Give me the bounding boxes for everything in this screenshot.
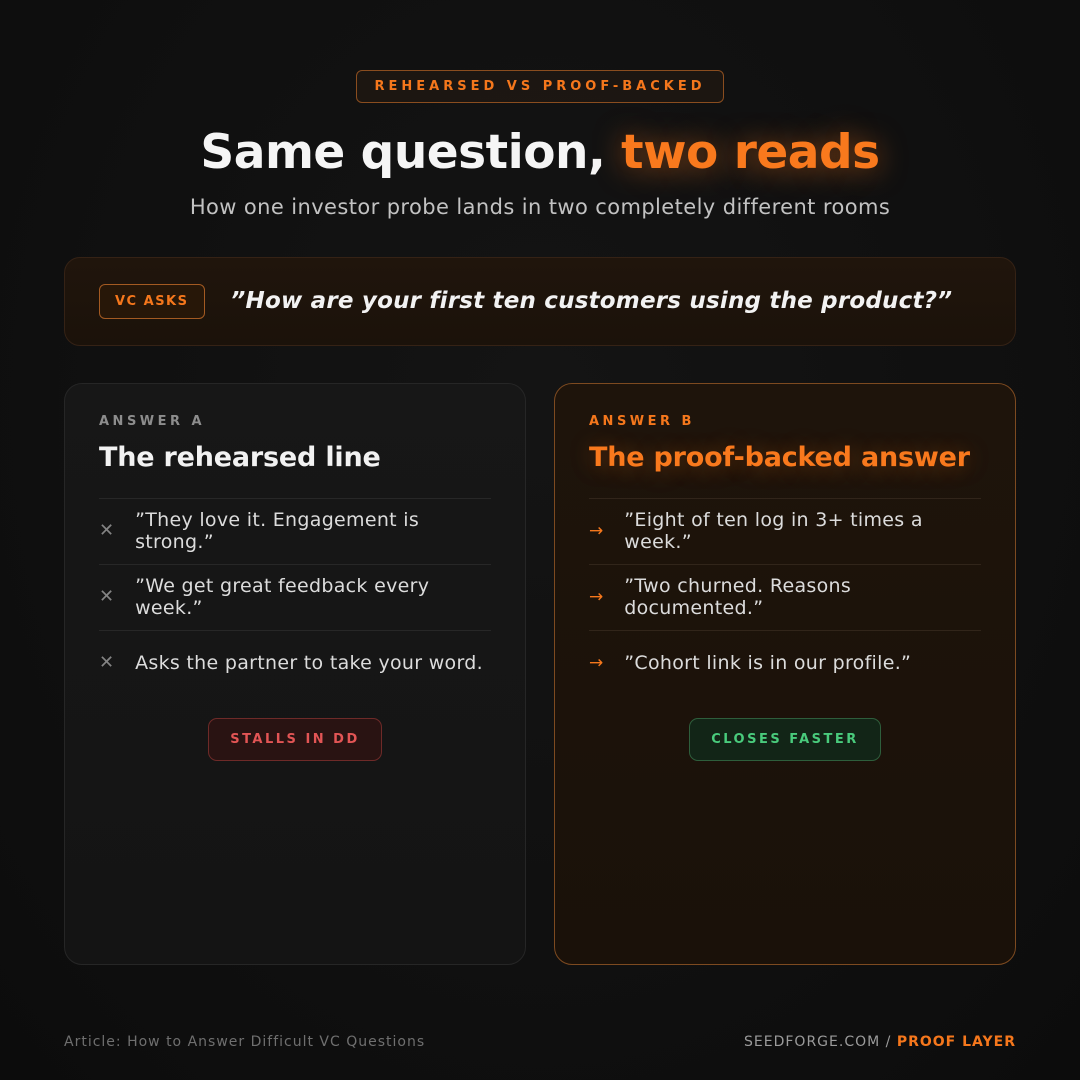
closes-faster-badge: CLOSES FASTER [689,718,881,761]
answer-b-items [589,499,981,696]
answer-b-label: ANSWER B [589,413,695,429]
answer-a-items [99,499,491,696]
topic-badge: REHEARSED VS PROOF-BACKED [356,70,723,103]
list-item [99,631,491,696]
arrow-right-icon: → [589,520,604,541]
footer [64,1034,1016,1080]
footer-brand-accent: PROOF LAYER [896,1034,1016,1050]
list-item-text: ”Two churned. Reasons documented.” [624,575,852,620]
list-item [589,565,981,630]
answer-b-title: The proof-backed answer [589,441,970,473]
list-item-text: Asks the partner to take your word. [135,652,483,675]
arrow-right-icon: → [589,586,604,607]
x-icon: ✕ [99,652,115,674]
vc-question-box [64,257,1016,346]
vc-asks-badge: VC ASKS [99,284,205,319]
list-item [589,631,981,696]
stalls-in-dd-badge: STALLS IN DD [208,718,382,761]
list-item [99,499,491,564]
answer-a-label: ANSWER A [99,413,206,429]
list-item-text: ”Cohort link is in our profile.” [624,652,912,675]
page-title-white: Same question, [200,125,622,180]
page-title [200,127,879,179]
arrow-right-icon: → [589,652,604,673]
list-item-text: ”Eight of ten log in 3+ times a week.” [624,509,923,554]
list-item [99,565,491,630]
answer-a-card [64,383,526,965]
footer-site-name: SEEDFORGE.COM / [744,1034,897,1050]
list-item [589,499,981,564]
answer-b-card [554,383,1016,965]
x-icon: ✕ [99,520,115,542]
vc-question-text: ”How are your first ten customers using the product?” [230,288,953,315]
answer-a-title: The rehearsed line [99,441,381,473]
x-icon: ✕ [99,586,115,608]
page-title-accent: two reads [621,125,880,180]
page-subtitle: How one investor probe lands in two completely different rooms [189,194,891,219]
footer-article-credit: Article: How to Answer Difficult VC Questions [64,1034,426,1050]
answers-comparison [64,383,1016,965]
list-item-text: ”We get great feedback every week.” [135,575,430,620]
list-item-text: ”They love it. Engagement is strong.” [135,509,420,554]
footer-brand [744,1034,1016,1050]
